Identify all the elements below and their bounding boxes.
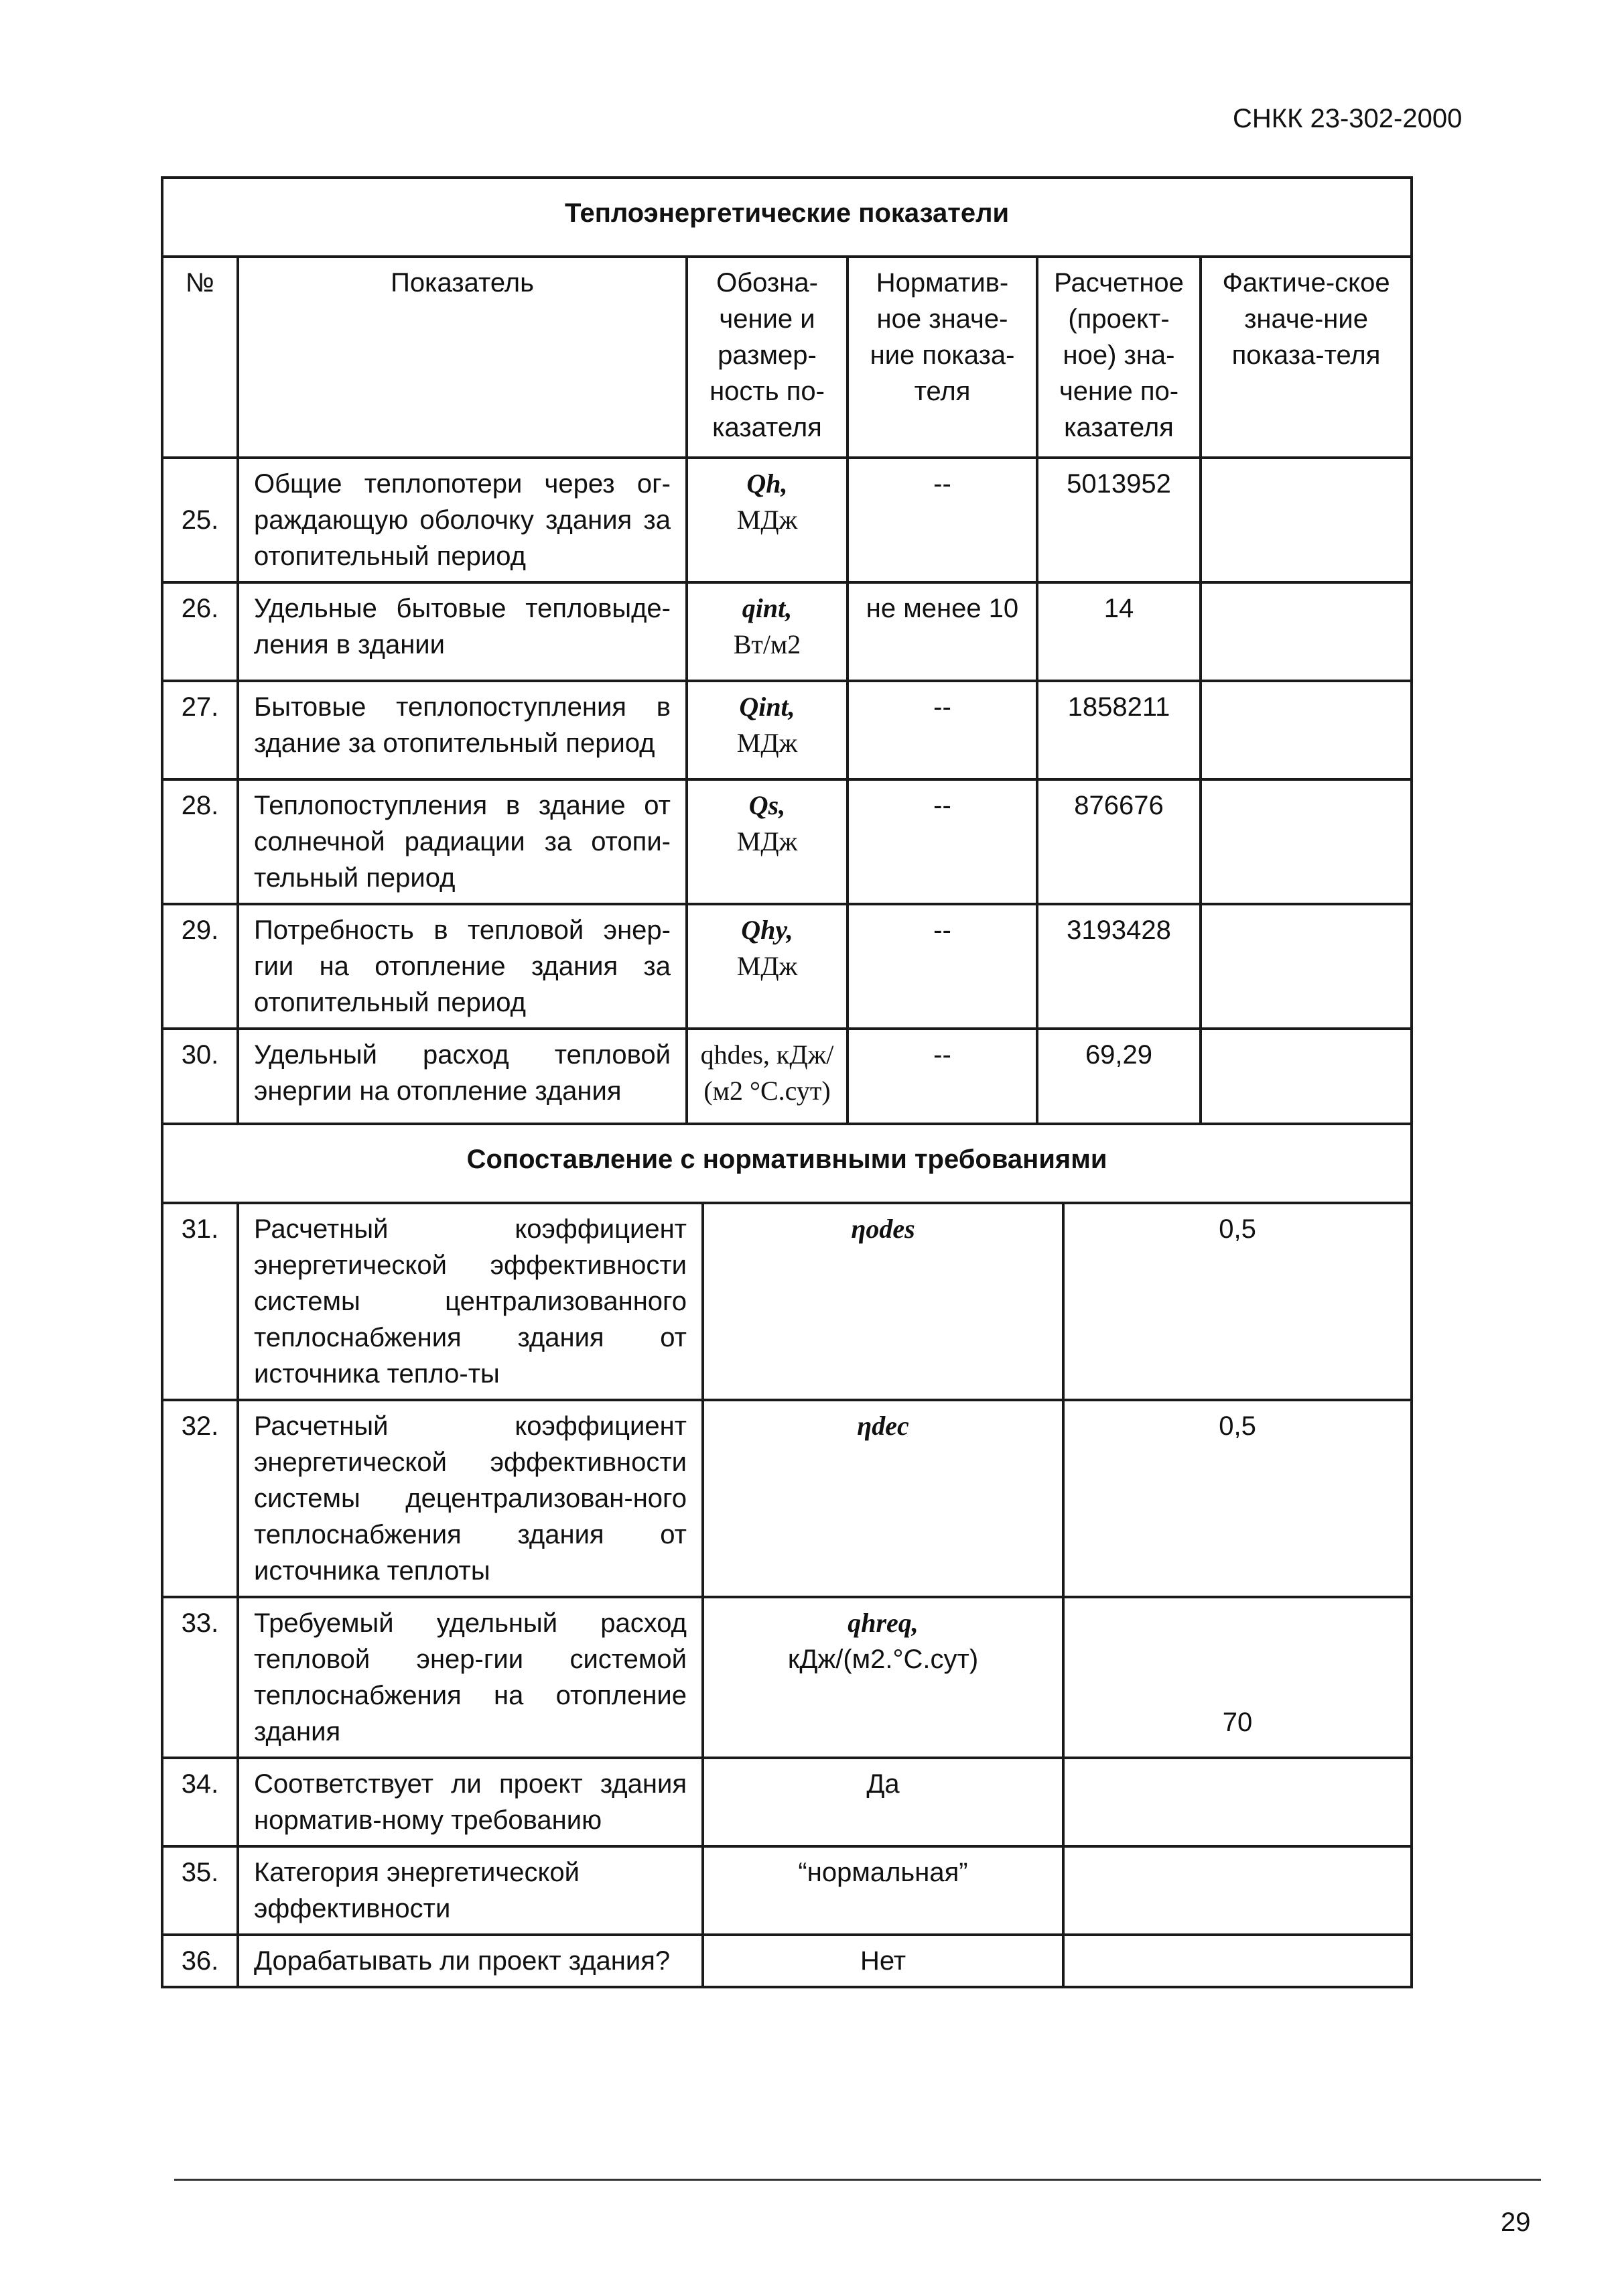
row-unit: МДж (736, 728, 798, 758)
row-num: 27. (162, 681, 238, 779)
row-num: 26. (162, 582, 238, 681)
row-designation (687, 1029, 848, 1124)
row-calculated: 1858211 (1037, 681, 1201, 779)
page-number: 29 (1501, 2208, 1531, 2237)
row-indicator: Расчетный коэффициент энергетической эффективности системы централизованного теплоснабжения здания от источника тепло-ты (238, 1203, 703, 1400)
header-actual: Фактиче-ское значе-ние показа-теля (1201, 257, 1412, 458)
row-actual (1201, 904, 1412, 1029)
row-actual (1201, 779, 1412, 904)
row-symbol: Qh, (746, 468, 788, 499)
table-row (162, 582, 1412, 681)
table-row (162, 1935, 1412, 1987)
row-unit: МДж (736, 505, 798, 535)
comparison-title: Сопоставление с нормативными требованиями (162, 1124, 1412, 1203)
row-indicator: Удельные бытовые тепловыде-ления в здании (238, 582, 687, 681)
row-designation (687, 681, 848, 779)
row-normative: -- (848, 779, 1037, 904)
row-indicator: Категория энергетической эффективности (238, 1846, 703, 1935)
row-calculated: 876676 (1037, 779, 1201, 904)
footer-divider (174, 2179, 1541, 2181)
row-value: 70 (1063, 1597, 1412, 1758)
row-symbol: Да (703, 1758, 1063, 1846)
row-normative: -- (848, 904, 1037, 1029)
table-row (162, 1029, 1412, 1124)
indicators-table (161, 176, 1413, 1988)
row-num: 32. (162, 1400, 238, 1597)
row-num: 30. (162, 1029, 238, 1124)
row-indicator: Потребность в тепловой энер-гии на отопление здания за отопительный период (238, 904, 687, 1029)
row-symbol: qint, (742, 593, 793, 623)
section-header-row (162, 178, 1412, 257)
row-calculated: 14 (1037, 582, 1201, 681)
row-indicator: Соответствует ли проект здания норматив-ному требованию (238, 1758, 703, 1846)
row-value: 0,5 (1063, 1400, 1412, 1597)
table-row (162, 1758, 1412, 1846)
row-value: 0,5 (1063, 1203, 1412, 1400)
row-symbol: Qs, (748, 790, 786, 820)
row-symbol: ηodes (703, 1203, 1063, 1400)
row-num: 25. (162, 458, 238, 582)
row-symbol: Qint, (739, 692, 795, 722)
table-row (162, 1846, 1412, 1935)
row-symbol: Нет (703, 1935, 1063, 1987)
row-calculated: 69,29 (1037, 1029, 1201, 1124)
row-unit: Вт/м2 (733, 629, 801, 659)
row-num: 28. (162, 779, 238, 904)
table-row (162, 458, 1412, 582)
row-num: 36. (162, 1935, 238, 1987)
row-actual (1201, 1029, 1412, 1124)
row-designation (687, 458, 848, 582)
row-symbol: ηdec (703, 1400, 1063, 1597)
row-actual (1201, 582, 1412, 681)
row-value (1063, 1758, 1412, 1846)
row-normative: -- (848, 1029, 1037, 1124)
header-indicator: Показатель (238, 257, 687, 458)
header-calculated: Расчетное (проект-ное) зна-чение по-казателя (1037, 257, 1201, 458)
row-unit: кДж/(м2.°С.сут) (787, 1645, 979, 1674)
row-normative: не менее 10 (848, 582, 1037, 681)
row-symbol: qhreq, (848, 1608, 919, 1638)
row-actual (1201, 681, 1412, 779)
header-designation: Обозна-чение и размер-ность по-казателя (687, 257, 848, 458)
row-symbol: “нормальная” (703, 1846, 1063, 1935)
section-title: Теплоэнергетические показатели (162, 178, 1412, 257)
row-actual (1201, 458, 1412, 582)
row-num: 33. (162, 1597, 238, 1758)
row-normative: -- (848, 458, 1037, 582)
row-value (1063, 1935, 1412, 1987)
table-row (162, 1597, 1412, 1758)
row-num: 31. (162, 1203, 238, 1400)
row-calculated: 3193428 (1037, 904, 1201, 1029)
row-calculated: 5013952 (1037, 458, 1201, 582)
table-row (162, 681, 1412, 779)
row-value (1063, 1846, 1412, 1935)
row-indicator: Расчетный коэффициент энергетической эффективности системы децентрализован-ного теплоснабжения здания от источника теплоты (238, 1400, 703, 1597)
table-row (162, 904, 1412, 1029)
comparison-header-row (162, 1124, 1412, 1203)
row-symbol: Qhy, (741, 915, 793, 945)
table-row (162, 1203, 1412, 1400)
row-indicator: Удельный расход тепловой энергии на отопление здания (238, 1029, 687, 1124)
row-designation (687, 904, 848, 1029)
row-indicator: Дорабатывать ли проект здания? (238, 1935, 703, 1987)
row-num: 34. (162, 1758, 238, 1846)
row-unit: МДж (736, 951, 798, 981)
header-normative: Норматив-ное значе-ние показа-теля (848, 257, 1037, 458)
row-num: 35. (162, 1846, 238, 1935)
row-indicator: Общие теплопотери через ог-раждающую оболочку здания за отопительный период (238, 458, 687, 582)
table-header-row (162, 257, 1412, 458)
table-row (162, 779, 1412, 904)
row-unit: МДж (736, 826, 798, 856)
row-indicator: Требуемый удельный расход тепловой энер-гии системой теплоснабжения на отопление здания (238, 1597, 703, 1758)
row-designation (687, 779, 848, 904)
row-unit: (м2 °С.сут) (703, 1076, 831, 1106)
row-designation (687, 582, 848, 681)
header-num: № (162, 257, 238, 458)
row-indicator: Теплопоступления в здание от солнечной радиации за отопи-тельный период (238, 779, 687, 904)
row-symbol: qhdes, кДж/ (700, 1039, 834, 1070)
row-normative: -- (848, 681, 1037, 779)
table-row (162, 1400, 1412, 1597)
row-designation (703, 1597, 1063, 1758)
row-indicator: Бытовые теплопоступления в здание за отопительный период (238, 681, 687, 779)
row-num: 29. (162, 904, 238, 1029)
document-code: СНКК 23-302-2000 (1233, 104, 1463, 133)
